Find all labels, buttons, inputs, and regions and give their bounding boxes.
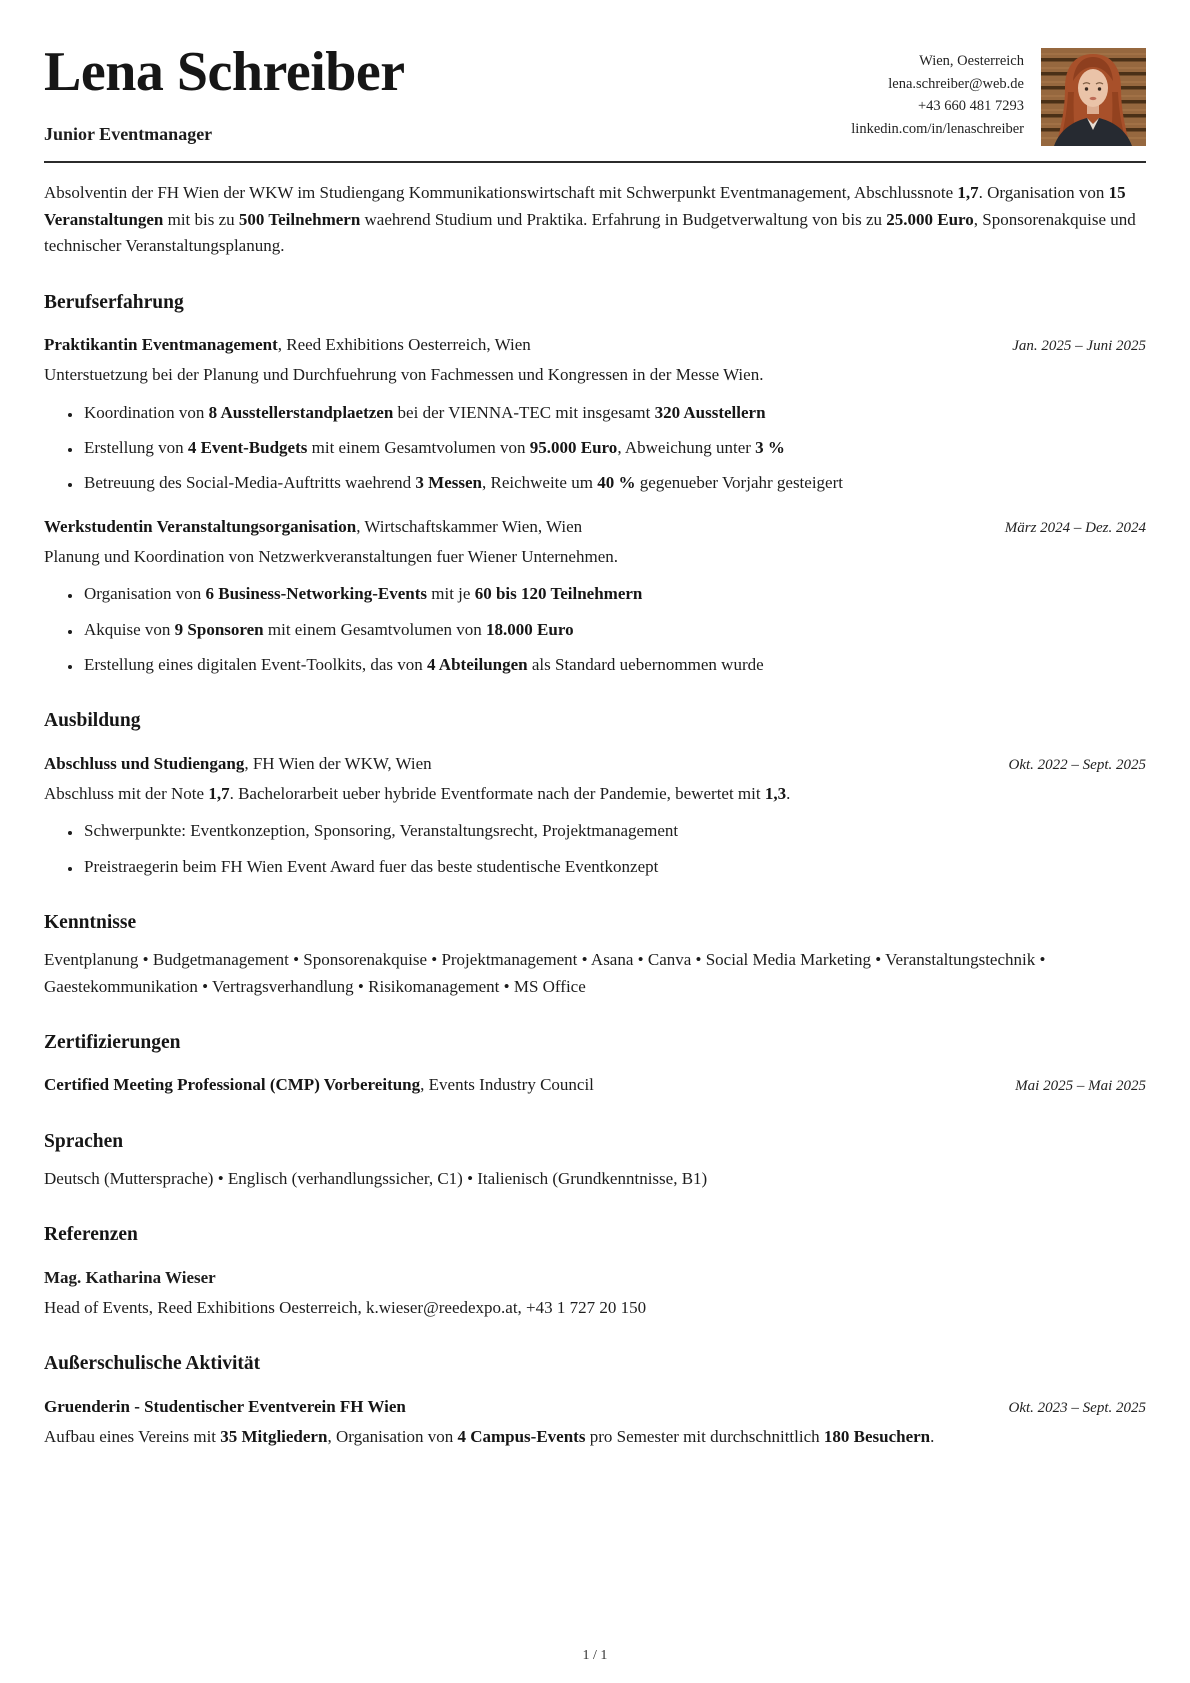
certification-title-line — [44, 1072, 594, 1098]
job-bullet-list — [44, 581, 1146, 678]
person-name: Lena Schreiber — [44, 41, 405, 103]
job-title-line — [44, 332, 531, 358]
activity-date: Okt. 2023 – Sept. 2025 — [1008, 1399, 1146, 1416]
certification-entry — [44, 1072, 1146, 1098]
contact-linkedin: linkedin.com/in/lenaschreiber — [851, 120, 1024, 137]
activity-title: Gruenderin - Studentischer Eventverein FH Wien — [44, 1396, 406, 1416]
education-title-line — [44, 751, 432, 777]
education-bullet-list — [44, 818, 1146, 880]
education-description: Abschluss mit der Note 1,7. Bachelorarbeit ueber hybride Eventformate nach der Pandemie, bewertet mit 1,3. — [44, 783, 791, 803]
job-date: Jan. 2025 – Juni 2025 — [1012, 337, 1146, 354]
languages-list: Deutsch (Muttersprache) • Englisch (verhandlungssicher, C1) • Italienisch (Grundkenntnisse, B1) — [44, 1169, 708, 1189]
reference-name: Mag. Katharina Wieser — [44, 1267, 216, 1287]
job-bullet: • Erstellung von 4 Event-Budgets mit einem Gesamtvolumen von 95.000 Euro, Abweichung unter 3 % — [82, 435, 1146, 461]
section-heading-languages: Sprachen — [44, 1130, 124, 1152]
section-heading-education: Ausbildung — [44, 710, 141, 732]
job-company: , Reed Exhibitions Oesterreich, Wien — [277, 334, 531, 354]
job-role: Werkstudentin Veranstaltungsorganisation — [44, 516, 357, 536]
experience-entry — [44, 514, 1146, 679]
education-bullet: • Schwerpunkte: Eventkonzeption, Sponsoring, Veranstaltungsrecht, Projektmanagement — [82, 818, 1146, 844]
skills-list: Eventplanung • Budgetmanagement • Sponsorenakquise • Projektmanagement • Asana • Canva • Social Media Marketing • Veranstaltungstechnik • Gaestekommunikation • Vertragsverhandlung • Risikomanagement • MS Office — [44, 950, 1046, 996]
section-heading-certifications: Zertifizierungen — [44, 1032, 181, 1054]
profile-photo-image — [1041, 48, 1146, 146]
job-bullet: • Akquise von 9 Sponsoren mit einem Gesamtvolumen von 18.000 Euro — [82, 617, 1146, 643]
page-number: 1 / 1 — [582, 1648, 608, 1664]
activity-title-line — [44, 1394, 406, 1420]
summary-paragraph: Absolventin der FH Wien der WKW im Studiengang Kommunikationswirtschaft mit Schwerpunkt Eventmanagement, Abschlussnote 1,7. Organisation von 15 Veranstaltungen mit bis zu 500 Teilnehmern waehrend Studium und Praktika. Erfahrung in Budgetverwaltung von bis zu 25.000 Euro, Sponsorenakquise und technischer Veranstaltungsplanung. — [44, 183, 1136, 256]
section-heading-references: Referenzen — [44, 1224, 138, 1246]
job-description: Unterstuetzung bei der Planung und Durchfuehrung von Fachmessen und Kongressen in der Messe Wien. — [44, 365, 764, 385]
activity-entry — [44, 1394, 1146, 1451]
section-heading-skills: Kenntnisse — [44, 912, 137, 934]
section-heading-activities: Außerschulische Aktivität — [44, 1353, 261, 1375]
contact-location: Wien, Oesterreich — [919, 53, 1024, 69]
resume-header — [44, 40, 1146, 148]
job-bullet-list — [44, 400, 1146, 497]
header-divider — [44, 161, 1146, 163]
person-title: Junior Eventmanager — [44, 123, 213, 144]
job-company: , Wirtschaftskammer Wien, Wien — [356, 516, 583, 536]
education-entry — [44, 751, 1146, 880]
education-school: , FH Wien der WKW, Wien — [244, 753, 432, 773]
job-role: Praktikantin Eventmanagement — [44, 334, 278, 354]
education-date: Okt. 2022 – Sept. 2025 — [1008, 756, 1146, 773]
certification-name: Certified Meeting Professional (CMP) Vorbereitung — [44, 1075, 421, 1095]
job-bullet: • Betreuung des Social-Media-Auftritts waehrend 3 Messen, Reichweite um 40 % gegenueber Vorjahr gesteigert — [82, 470, 1146, 496]
reference-details: Head of Events, Reed Exhibitions Oesterreich, k.wieser@reedexpo.at, +43 1 727 20 150 — [44, 1298, 647, 1318]
certification-date: Mai 2025 – Mai 2025 — [1015, 1078, 1146, 1095]
contact-phone: +43 660 481 7293 — [917, 98, 1024, 114]
job-description: Planung und Koordination von Netzwerkveranstaltungen fuer Wiener Unternehmen. — [44, 546, 618, 566]
education-bullet: • Preistraegerin beim FH Wien Event Award fuer das beste studentische Eventkonzept — [82, 854, 1146, 880]
activity-description: Aufbau eines Vereins mit 35 Mitgliedern, Organisation von 4 Campus-Events pro Semester mit durchschnittlich 180 Besuchern. — [44, 1427, 935, 1447]
job-bullet: • Erstellung eines digitalen Event-Toolkits, das von 4 Abteilungen als Standard uebernommen wurde — [82, 652, 1146, 678]
contact-email: lena.schreiber@web.de — [888, 75, 1024, 92]
job-title-line — [44, 514, 582, 540]
profile-photo — [1041, 48, 1146, 146]
job-bullet: • Organisation von 6 Business-Networking-Events mit je 60 bis 120 Teilnehmern — [82, 581, 1146, 607]
certification-issuer: , Events Industry Council — [420, 1075, 594, 1095]
job-date: März 2024 – Dez. 2024 — [1004, 519, 1146, 536]
contact-block — [851, 48, 1024, 140]
education-degree: Abschluss und Studiengang — [44, 753, 245, 773]
section-heading-experience: Berufserfahrung — [44, 291, 184, 313]
job-bullet: • Koordination von 8 Ausstellerstandplaetzen bei der VIENNA-TEC mit insgesamt 320 Ausstellern — [82, 400, 1146, 426]
experience-entry — [44, 332, 1146, 497]
